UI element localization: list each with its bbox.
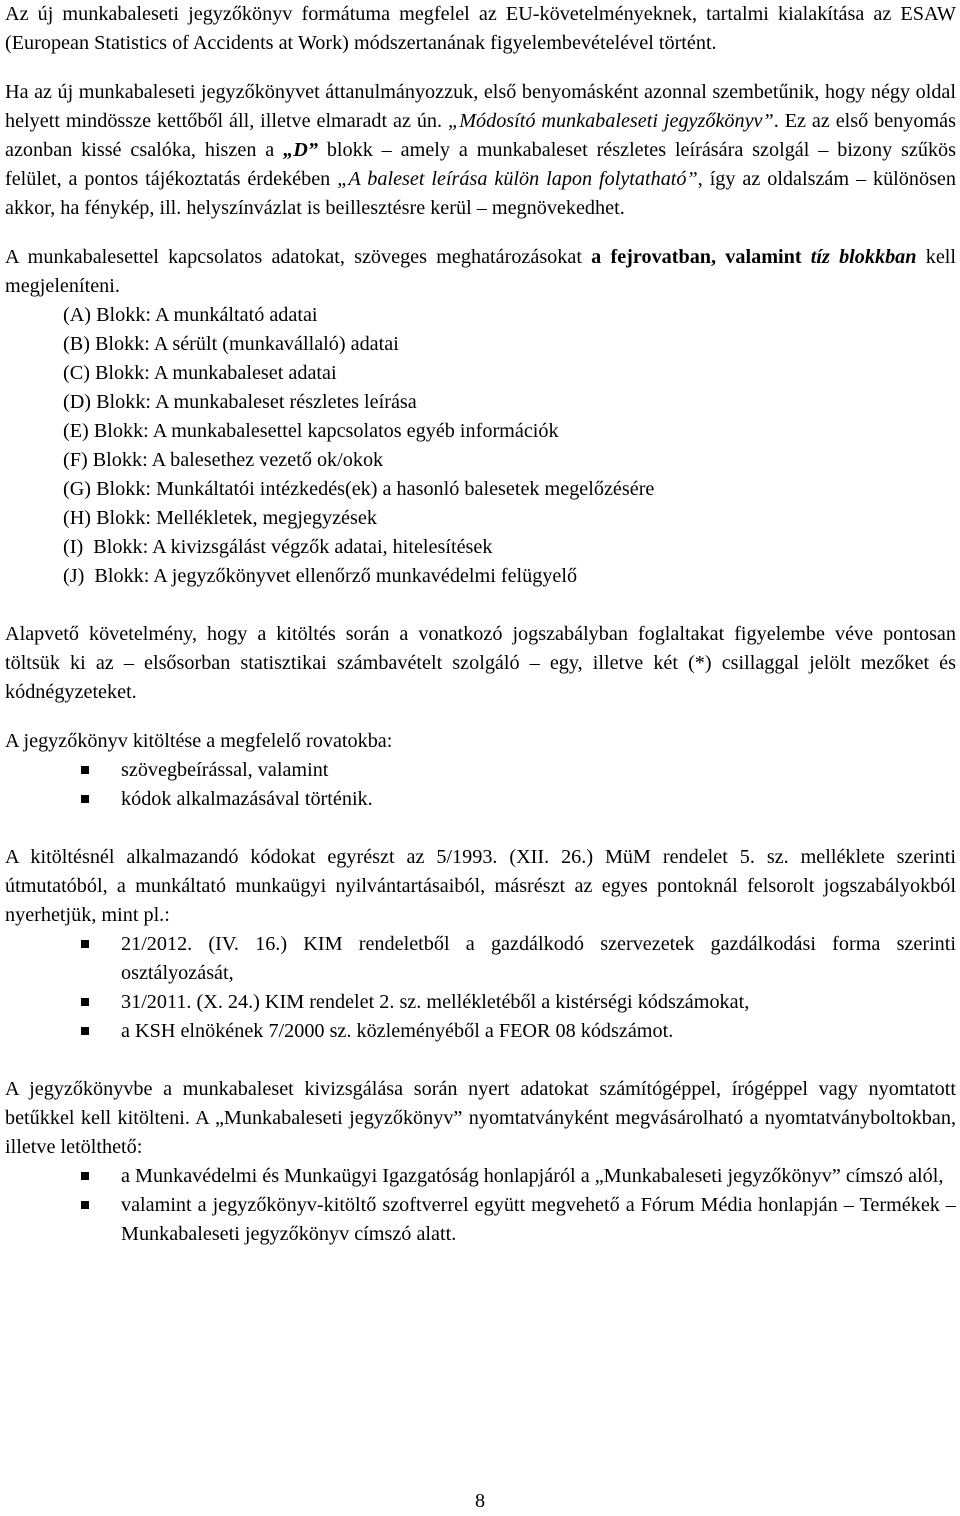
intro-paragraph: Az új munkabaleseti jegyzőkönyv formátuma megfelel az EU-követelményeknek, tartalmi kialakítása az ESAW (European Statistics of Accidents at Work) módszertanának figyelembevételével történt. (5, 3, 956, 54)
square-bullet-icon (81, 766, 89, 774)
block-item: (G) Blokk: Munkáltatói intézkedés(ek) a hasonló balesetek megelőzésére (63, 478, 655, 500)
filling-intro-paragraph: A jegyzőkönyv kitöltése a megfelelő rovatokba: (5, 730, 393, 752)
first-impression-paragraph (5, 78, 956, 223)
list-item-text: 21/2012. (IV. 16.) KIM rendeletből a gazdálkodó szervezetek gazdálkodási forma szerinti osztályozását, (121, 933, 956, 984)
filling-method-list (5, 756, 956, 814)
requirement-paragraph: Alapvető követelmény, hogy a kitöltés során a vonatkozó jogszabályban foglaltakat figyelembe véve pontosan töltsük ki az – elsősorban statisztikai számbavételt szolgáló – egy, illetve két (*) csillaggal jelölt mezőket és kódnégyzeteket. (5, 623, 956, 703)
square-bullet-icon (81, 940, 89, 948)
document-page (5, 0, 956, 1249)
block-item: (B) Blokk: A sérült (munkavállaló) adatai (63, 333, 399, 355)
list-item (5, 756, 956, 785)
regulations-list (5, 930, 956, 1046)
bold-header-text: a fejrovatban, valamint (591, 246, 811, 268)
text-run: . Ez az első benyomás azonban kissé csalóka, hiszen a (5, 110, 956, 161)
list-item (5, 988, 956, 1017)
codes-paragraph: A kitöltésnél alkalmazandó kódokat egyrészt az 5/1993. (XII. 26.) MüM rendelet 5. sz. melléklete szerinti útmutatóból, a munkáltató munkaügyi nyilvántartásaiból, másrészt az egyes pontoknál felsorolt jogszabályokból nyerhetjük, mint pl.: (5, 846, 956, 926)
list-item-text: kódok alkalmazásával történik. (121, 788, 373, 810)
page-number: 8 (474, 1490, 486, 1512)
list-item-text: a Munkavédelmi és Munkaügyi Igazgatóság honlapjáról a „Munkabaleseti jegyzőkönyv” címszó alól, (121, 1165, 944, 1187)
italic-form-name: „Módosító munkabaleseti jegyzőkönyv” (447, 110, 774, 132)
text-run: blokk – amely a munkabaleset részletes leírására szolgál – bizony szűkös felület, a pontos tájékoztatás érdekében (5, 139, 956, 190)
block-item: (D) Blokk: A munkabaleset részletes leírása (63, 391, 417, 413)
download-sources-list (5, 1162, 956, 1249)
block-item: (F) Blokk: A balesethez vezető ok/okok (63, 449, 384, 471)
list-item (5, 785, 956, 814)
list-item (5, 1191, 956, 1249)
italic-continuation-note: „A baleset leírása külön lapon folytatható” (337, 168, 698, 190)
square-bullet-icon (81, 795, 89, 803)
block-item: (A) Blokk: A munkáltató adatai (63, 304, 318, 326)
list-item-text: valamint a jegyzőkönyv-kitöltő szoftverrel együtt megvehető a Fórum Média honlapján – Termékek – Munkabaleseti jegyzőkönyv címszó alatt. (121, 1194, 956, 1245)
text-run: A munkabalesettel kapcsolatos adatokat, szöveges meghatározásokat (5, 246, 592, 268)
blocks-intro-paragraph (5, 243, 956, 301)
list-item-text: szövegbeírással, valamint (121, 759, 329, 781)
text-run: kell megjeleníteni. (5, 246, 956, 297)
text-run: Ha az új munkabaleseti jegyzőkönyvet áttanulmányozzuk, első benyomásként azonnal szembetűnik, hogy négy oldal helyett mindössze kettőből áll, illetve elmaradt az ún. (5, 81, 956, 132)
block-list (63, 301, 956, 591)
list-item-text: 31/2011. (X. 24.) KIM rendelet 2. sz. mellékletéből a kistérségi kódszámokat, (121, 991, 750, 1013)
block-item: (C) Blokk: A munkabaleset adatai (63, 362, 337, 384)
square-bullet-icon (81, 1172, 89, 1180)
block-item: (E) Blokk: A munkabalesettel kapcsolatos egyéb információk (63, 420, 559, 442)
block-item: (I) Blokk: A kivizsgálást végzők adatai, hitelesítések (63, 536, 493, 558)
bold-italic-ten-blocks: tíz blokkban (810, 246, 917, 268)
square-bullet-icon (81, 1027, 89, 1035)
list-item-text: a KSH elnökének 7/2000 sz. közleményéből a FEOR 08 kódszámot. (121, 1020, 674, 1042)
list-item (5, 930, 956, 988)
list-item (5, 1162, 956, 1191)
availability-paragraph: A jegyzőkönyvbe a munkabaleset kivizsgálása során nyert adatokat számítógéppel, írógéppel vagy nyomtatott betűkkel kell kitölteni. A „Munkabaleseti jegyzőkönyv” nyomtatványként megvásárolható a nyomtatványboltokban, illetve letölthető: (5, 1078, 956, 1158)
list-item (5, 1017, 956, 1046)
block-item: (H) Blokk: Mellékletek, megjegyzések (63, 507, 377, 529)
block-item: (J) Blokk: A jegyzőkönyvet ellenőrző munkavédelmi felügyelő (63, 565, 578, 587)
text-run: , így az oldalszám – különösen akkor, ha fénykép, ill. helyszínvázlat is beillesztésre kerül – megnövekedhet. (5, 168, 956, 219)
square-bullet-icon (81, 1201, 89, 1209)
square-bullet-icon (81, 998, 89, 1006)
block-d-label: „D” (283, 139, 318, 161)
